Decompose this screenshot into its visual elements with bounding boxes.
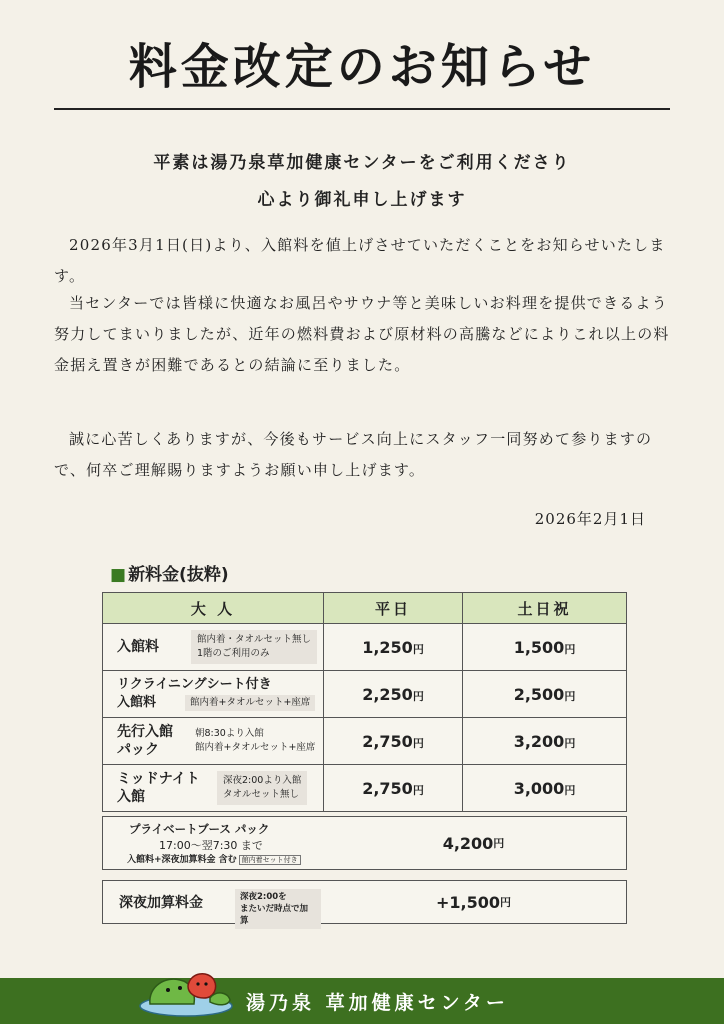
section-title-text: 新料金(抜粋) [128, 565, 229, 585]
weekday-price: 2,750円 [324, 765, 463, 812]
header-adult: 大 人 [103, 593, 324, 624]
row-note-line: 朝8:30より入館 [195, 728, 264, 739]
row-name-2: パック [117, 742, 159, 758]
late-night-box [102, 880, 627, 924]
table-row [103, 765, 627, 812]
weekend-price: 1,500円 [463, 624, 627, 671]
header-weekend: 土日祝 [463, 593, 627, 624]
notice-paragraph-1: 2026年3月1日(日)より、入館料を値上げさせていただくことをお知らせいたします。 [54, 236, 666, 285]
row-note [195, 727, 315, 755]
greeting-line-2: 心より御礼申し上げます [257, 190, 467, 210]
row-name-2: 入館料 [117, 695, 157, 710]
row-label-cell [103, 671, 324, 718]
title-divider [54, 108, 670, 110]
row-note-line: 深夜2:00より入館 [223, 775, 302, 786]
private-booth-badge: 館内着セット付き [239, 855, 301, 865]
notice-date: 2026年2月1日 [534, 510, 646, 528]
row-note-line: 館内着+タオルセット+座席 [195, 742, 316, 753]
weekday-price: 2,250円 [324, 671, 463, 718]
row-note [191, 630, 317, 664]
row-label-cell [103, 624, 324, 671]
footer-facility-name: 湯乃泉 草加健康センター [246, 992, 509, 1014]
late-night-name: 深夜加算料金 [119, 895, 203, 911]
greeting-line-1: 平素は湯乃泉草加健康センターをご利用くださり [153, 153, 571, 173]
row-note: 館内着+タオルセット+座席 [185, 695, 315, 711]
weekend-price: 2,500円 [463, 671, 627, 718]
section-title [110, 560, 229, 585]
private-booth-title: プライベートブース パック [129, 822, 270, 836]
fee-table-header [103, 593, 627, 624]
table-row [103, 718, 627, 765]
weekday-price: 1,250円 [324, 624, 463, 671]
weekend-price: 3,000円 [463, 765, 627, 812]
private-booth-price: 4,200 円 [442, 833, 505, 853]
row-name: リクライニングシート付き [117, 677, 272, 692]
row-name: 先行入館 [117, 724, 173, 740]
weekend-price: 3,200円 [463, 718, 627, 765]
notice-paragraph-2: 当センターでは皆様に快適なお風呂やサウナ等と美味しいお料理を提供できるよう努力してまいりましたが、近年の燃料費および原材料の高騰などによりこれ以上の料金据え置きが困難であるとの結論に至りました。 [54, 294, 670, 374]
table-row [103, 671, 627, 718]
row-note-line: 1階のご利用のみ [197, 648, 270, 659]
row-note-line: タオルセット無し [223, 789, 300, 800]
fee-table [102, 592, 627, 812]
table-row [103, 624, 627, 671]
row-label-cell [103, 765, 324, 812]
private-booth-box [102, 816, 627, 870]
private-booth-includes: 入館料+深夜加算料金 含む 館内着セット付き [127, 852, 301, 865]
private-booth-hours: 17:00〜翌7:30 まで [159, 839, 263, 852]
late-night-price: +1,500 円 [435, 892, 511, 912]
row-name-2: 入館 [117, 789, 145, 805]
notice-paragraph-3: 誠に心苦しくありますが、今後もサービス向上にスタッフ一同努めて参りますので、何卒ご理解賜りますようお願い申し上げます。 [54, 430, 653, 479]
private-booth-label [103, 817, 321, 869]
row-note [217, 771, 307, 805]
weekday-price: 2,750円 [324, 718, 463, 765]
row-name: 入館料 [117, 639, 159, 655]
row-label-cell [103, 718, 324, 765]
section-marker: ■ [110, 565, 127, 585]
mascot-logo-icon [138, 964, 238, 1020]
row-name: ミッドナイト [117, 771, 200, 787]
header-weekday: 平日 [324, 593, 463, 624]
page-title: 料金改定のお知らせ [128, 39, 596, 95]
late-night-note: 深夜2:00を またいだ時点で加算 [235, 889, 321, 929]
row-note-line: 館内着・タオルセット無し [197, 634, 312, 645]
